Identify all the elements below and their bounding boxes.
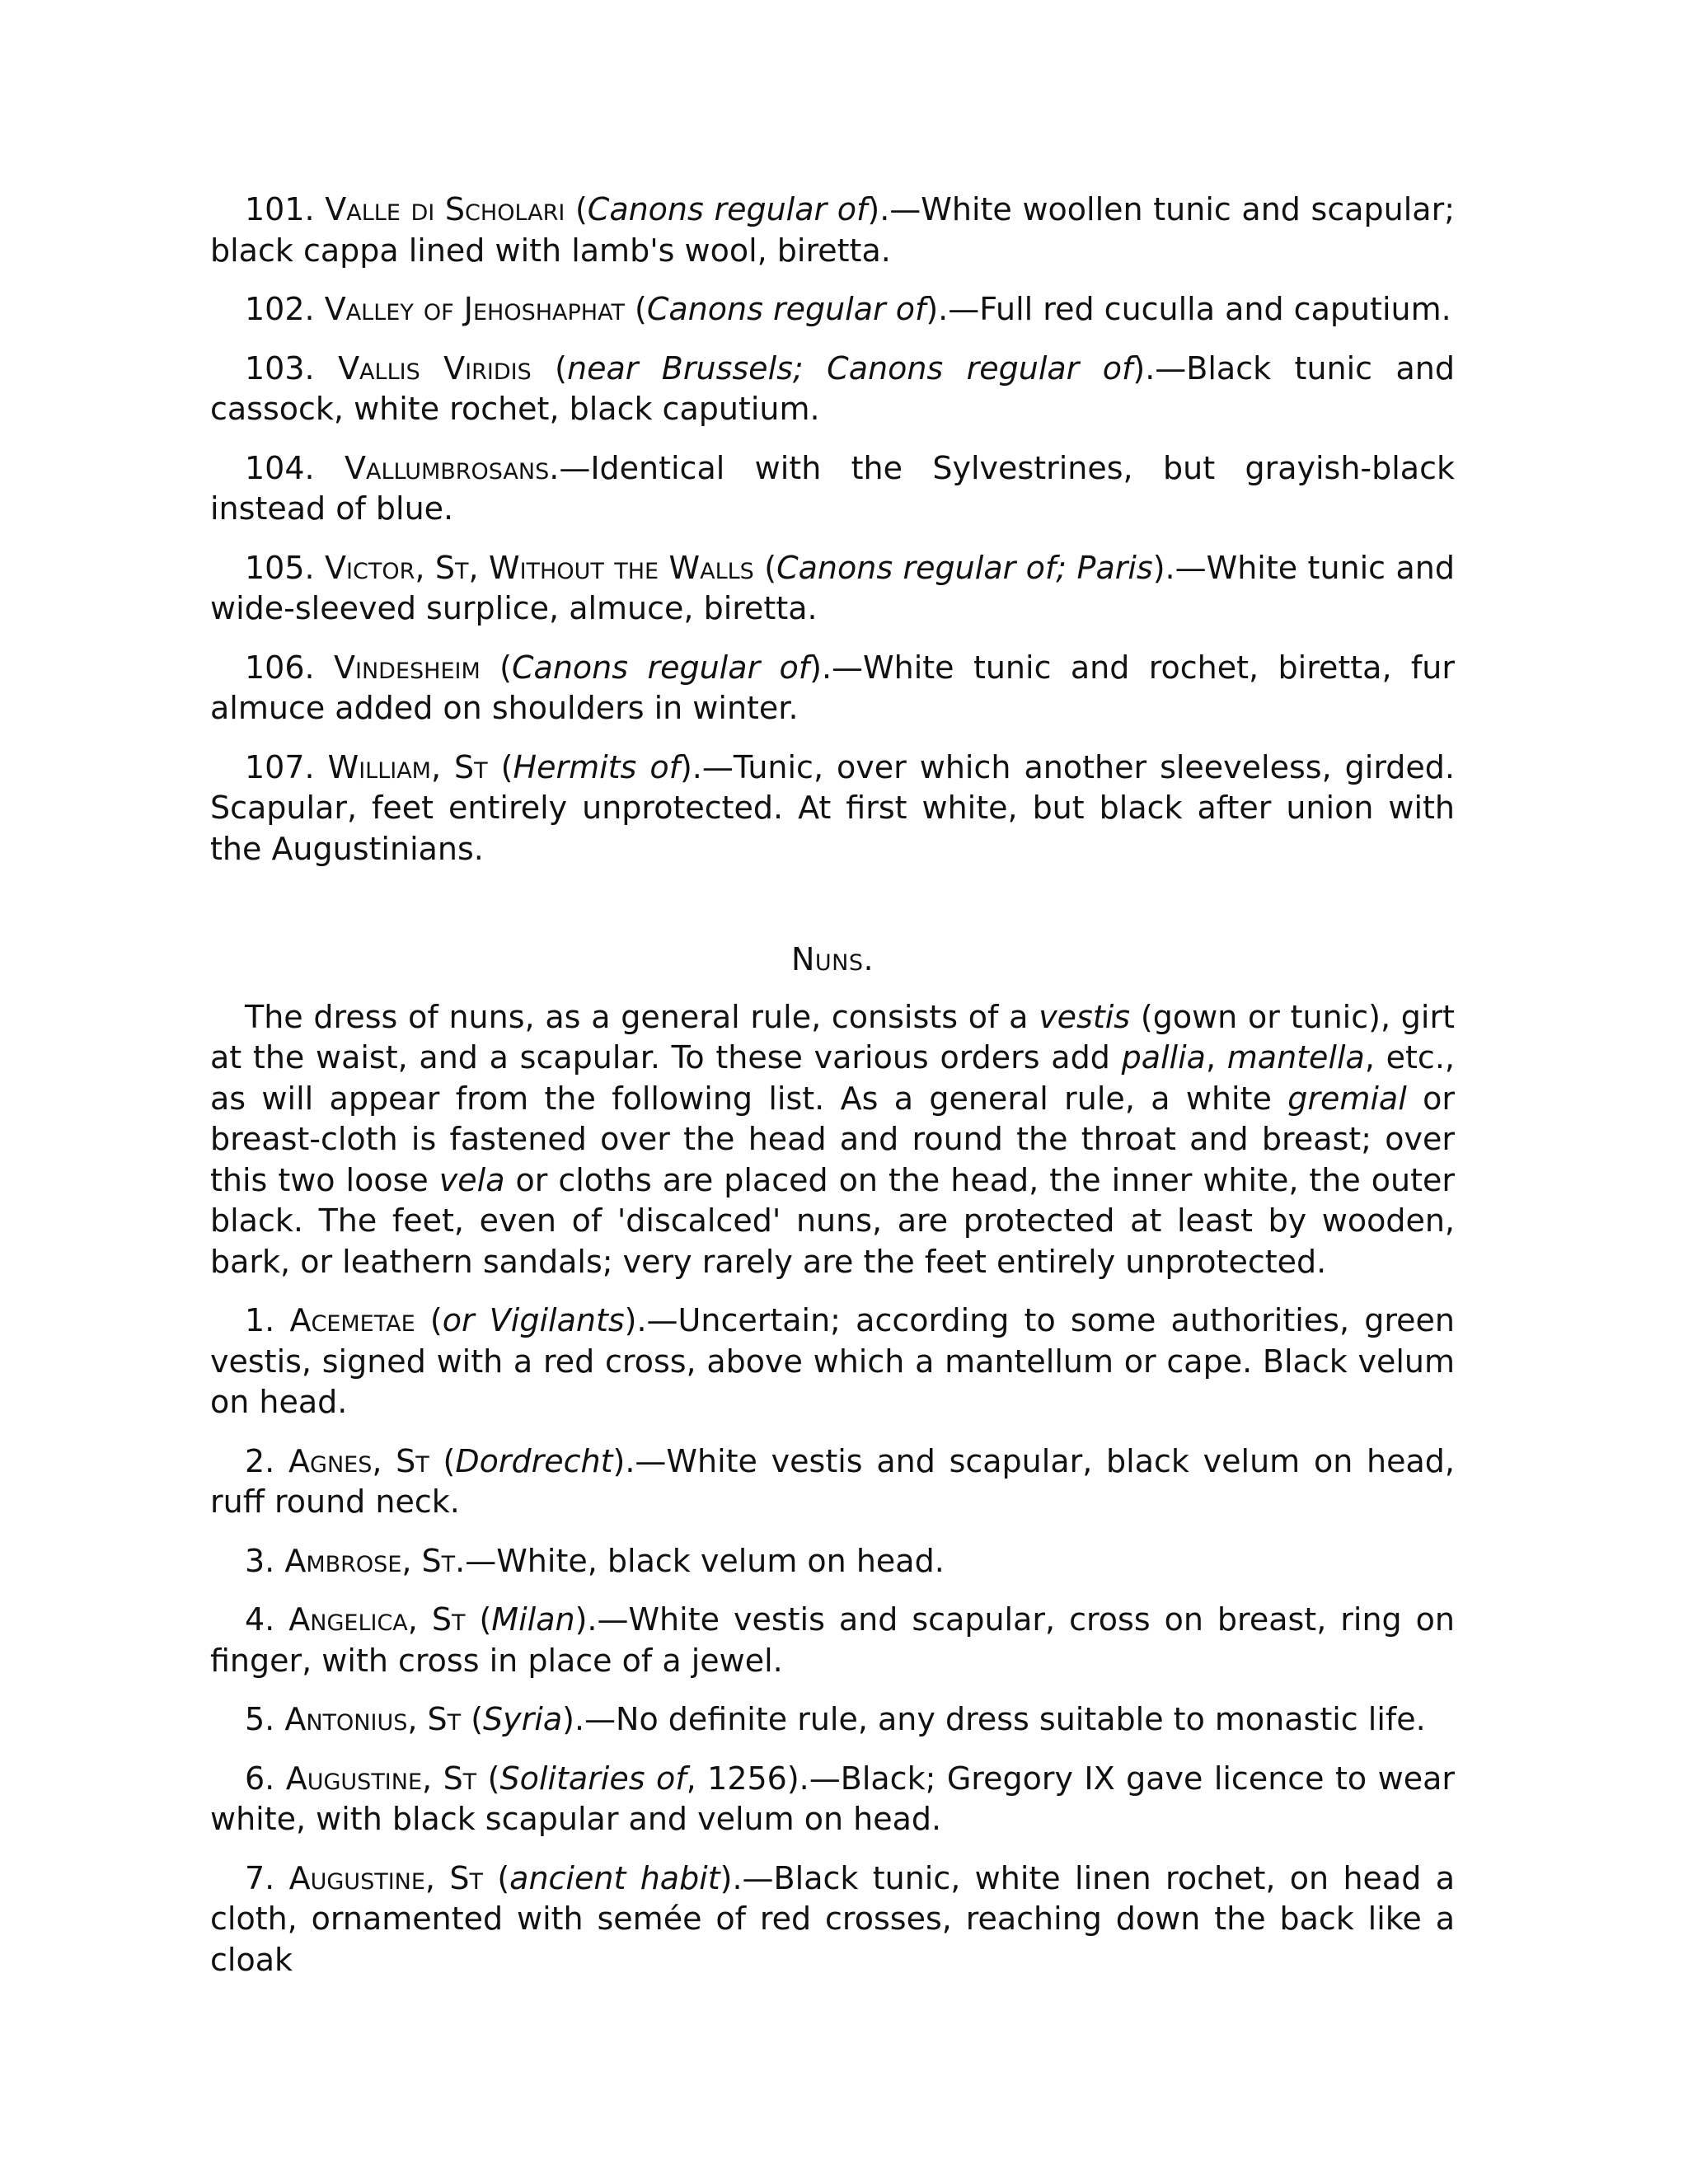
intro-italic: vestis <box>1039 998 1131 1035</box>
entry-nuns-6 <box>210 1759 1455 1840</box>
entry-open: ( <box>415 1302 443 1338</box>
intro-italic: mantella <box>1226 1039 1365 1076</box>
entry-number: 6. <box>245 1760 275 1797</box>
intro-italic: vela <box>438 1161 505 1198</box>
entry-102 <box>210 289 1455 330</box>
entry-description: ).—Tunic, over which another sleeveless, girded. Scapular, feet entirely unprotected. At first white, but black after union with the Augustinians. <box>210 748 1455 867</box>
entry-number: 4. <box>245 1601 275 1638</box>
entry-italic: Solitaries of <box>499 1760 687 1797</box>
section-heading: Nuns. <box>790 941 874 977</box>
intro-text: , etc., as will appear from the following list. As a general rule, a white <box>210 1039 1455 1117</box>
entry-name: Vallis Viridis <box>338 349 532 387</box>
intro-italic: gremial <box>1287 1080 1407 1117</box>
entry-number: 101. <box>245 191 315 227</box>
entry-name: Augustine, St <box>288 1859 483 1896</box>
entry-description: ).—Black tunic and cassock, white rochet, black caputium. <box>210 349 1455 427</box>
entry-italic: Canons regular of; Paris <box>776 549 1153 586</box>
entry-name: Antonius, St <box>284 1701 462 1737</box>
entry-number: 2. <box>245 1442 275 1479</box>
entry-italic: ancient habit <box>509 1859 720 1896</box>
entry-description: , 1256).—Black; Gregory IX gave licence to wear white, with black scapular and velum on head. <box>210 1760 1455 1837</box>
intro-text: , <box>1205 1039 1227 1076</box>
entry-nuns-1 <box>210 1301 1455 1423</box>
document-page <box>210 190 1455 1999</box>
intro-text: or breast-cloth is fastened over the head and round the throat and breast; over this two loose <box>210 1080 1456 1198</box>
entry-description: ).—Black tunic, white linen rochet, on head a cloth, ornamented with semée of red crosses, reaching down the back like a cloak <box>210 1859 1455 1978</box>
entry-open: ( <box>753 549 777 586</box>
entry-open: ( <box>531 349 567 387</box>
entry-description: ).—No definite rule, any dress suitable to monastic life. <box>562 1701 1426 1737</box>
entry-name: Valle di Scholari <box>325 191 565 227</box>
entry-italic: Hermits of <box>513 748 680 785</box>
entry-italic: Canons regular of <box>512 649 810 686</box>
entry-name: Vallumbrosans <box>344 449 550 486</box>
entry-nuns-7 <box>210 1858 1455 1981</box>
entry-number: 104. <box>245 449 315 486</box>
entry-open: ( <box>461 1701 484 1737</box>
entry-nuns-5 <box>210 1699 1455 1741</box>
entry-name: Vindesheim <box>334 649 481 686</box>
intro-text: or cloths are placed on the head, the inner white, the outer black. The feet, even of 'discalced' nuns, are protected at least by wooden, bark, or leathern sandals; very rarely are the feet entirely unprotected. <box>210 1161 1455 1280</box>
entry-103 <box>210 349 1455 430</box>
entry-description: ).—White vestis and scapular, black velum on head, ruff round neck. <box>210 1442 1455 1520</box>
entry-description: ).—Full red cuculla and caputium. <box>926 291 1451 327</box>
entry-number: 5. <box>245 1701 275 1737</box>
entry-open: ( <box>480 649 513 686</box>
entry-italic: Canons regular of <box>646 291 926 327</box>
entry-number: 105. <box>245 549 315 586</box>
entry-description: ).—White woollen tunic and scapular; black cappa lined with lamb's wool, biretta. <box>210 191 1455 269</box>
entry-number: 3. <box>245 1542 275 1579</box>
entry-open: ( <box>429 1442 456 1479</box>
entry-open: ( <box>487 748 513 785</box>
entry-name: Angelica, St <box>288 1601 466 1638</box>
entry-106 <box>210 648 1455 729</box>
entry-open: ( <box>476 1760 500 1797</box>
entry-italic: Syria <box>483 1701 563 1737</box>
entry-nuns-2 <box>210 1441 1455 1523</box>
entry-nuns-3 <box>210 1541 1455 1582</box>
entry-name: Augustine, St <box>285 1760 477 1797</box>
entry-number: 106. <box>245 649 315 686</box>
entry-107 <box>210 748 1455 870</box>
entry-description: ).—White tunic and rochet, biretta, fur almuce added on shoulders in winter. <box>210 649 1456 726</box>
entry-105 <box>210 548 1455 630</box>
entry-number: 7. <box>245 1859 275 1896</box>
entry-name: William, St <box>327 748 488 785</box>
entry-italic: near Brussels; Canons regular of <box>567 349 1133 387</box>
intro-paragraph <box>210 997 1455 1283</box>
entry-name: Valley of Jehoshaphat <box>324 291 625 327</box>
intro-italic: pallia <box>1121 1039 1206 1076</box>
entry-open: ( <box>565 191 588 227</box>
entry-description: ).—White vestis and scapular, cross on breast, ring on finger, with cross in place of a jewel. <box>210 1601 1455 1679</box>
entry-number: 1. <box>245 1302 275 1338</box>
entry-number: 107. <box>245 748 315 785</box>
entry-name: Victor, St, Without the Walls <box>325 549 754 586</box>
entry-number: 103. <box>245 349 315 387</box>
entry-description: ).—White tunic and wide-sleeved surplice, almuce, biretta. <box>210 549 1455 626</box>
entry-italic: Milan <box>491 1601 575 1638</box>
entry-name: Ambrose, St. <box>284 1542 466 1579</box>
entry-name: Acemetae <box>289 1302 415 1338</box>
intro-text: The dress of nuns, as a general rule, consists of a <box>245 998 1039 1035</box>
entry-description: ).—Uncertain; according to some authorities, green vestis, signed with a red cross, above which a mantellum or cape. Black velum on head. <box>210 1302 1455 1420</box>
entry-104 <box>210 448 1455 530</box>
entry-description: —White, black velum on head. <box>465 1542 945 1579</box>
entry-number: 102. <box>245 291 315 327</box>
entry-nuns-4 <box>210 1600 1455 1681</box>
entry-open: ( <box>624 291 647 327</box>
entry-open: ( <box>482 1859 510 1896</box>
entry-101 <box>210 190 1455 271</box>
entry-description: .—Identical with the Sylvestrines, but grayish-black instead of blue. <box>210 449 1455 527</box>
entry-italic: or Vigilants <box>442 1302 625 1338</box>
entry-italic: Canons regular of <box>587 191 868 227</box>
intro-text: (gown or tunic), girt at the waist, and a scapular. To these various orders add <box>210 998 1456 1076</box>
entry-open: ( <box>465 1601 492 1638</box>
entry-name: Agnes, St <box>288 1442 429 1479</box>
entry-italic: Dordrecht <box>455 1442 613 1479</box>
